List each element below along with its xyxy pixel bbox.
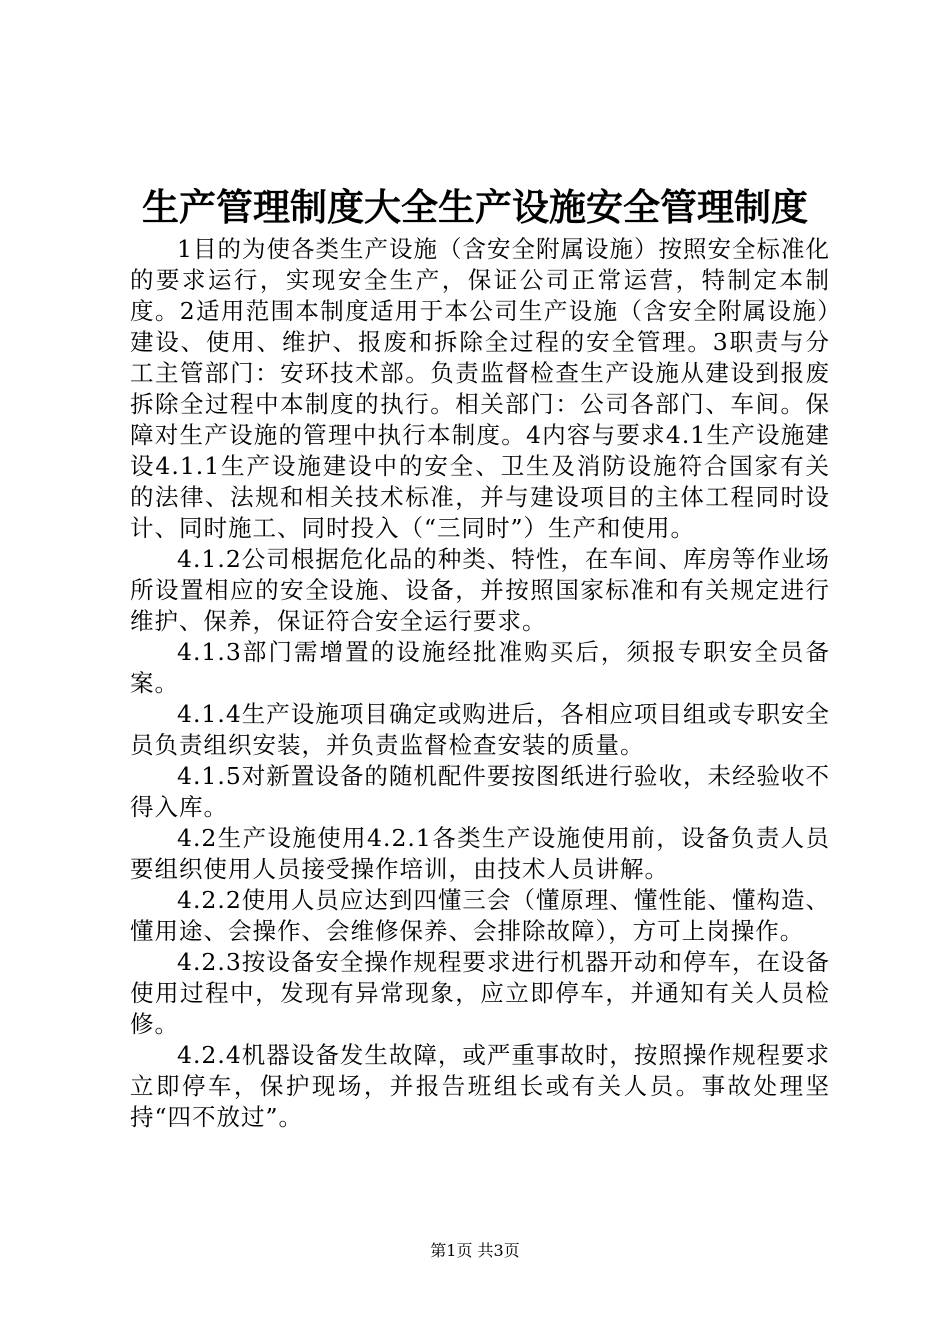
paragraph-1: 1目的为使各类生产设施（含安全附属设施）按照安全标准化的要求运行，实现安全生产，保证公司正常运营，特制定本制度。2适用范围本制度适用于本公司生产设施（含安全附属设施）建设、使用、维护、报废和拆除全过程的安全管理。3职责与分工主管部门：安环技术部。负责监督检查生产设施从建设到报废拆除全过程中本制度的执行。相关部门：公司各部门、车间。保障对生产设施的管理中执行本制度。4内容与要求4.1生产设施建设4.1.1生产设施建设中的安全、卫生及消防设施符合国家有关的法律、法规和相关技术标准，并与建设项目的主体工程同时设计、同时施工、同时投入（“三同时”）生产和使用。 — [130, 235, 830, 542]
page-footer: 第1页 共3页 — [430, 1241, 520, 1260]
paragraph-6: 4.2生产设施使用4.2.1各类生产设施使用前，设备负责人员要组织使用人员接受操作培训，由技术人员讲解。 — [130, 824, 830, 883]
paragraph-9: 4.2.4机器设备发生故障，或严重事故时，按照操作规程要求立即停车，保护现场，并报告班组长或有关人员。事故处理坚持“四不放过”。 — [130, 1041, 830, 1131]
paragraph-2: 4.1.2公司根据危化品的种类、特性，在车间、库房等作业场所设置相应的安全设施、设备，并按照国家标准和有关规定进行维护、保养，保证符合安全运行要求。 — [130, 545, 830, 635]
paragraph-3: 4.1.3部门需增置的设施经批准购买后，须报专职安全员备案。 — [130, 638, 830, 697]
paragraph-5: 4.1.5对新置设备的随机配件要按图纸进行验收，未经验收不得入库。 — [130, 762, 830, 821]
paragraph-8: 4.2.3按设备安全操作规程要求进行机器开动和停车，在设备使用过程中，发现有异常现象，应立即停车，并通知有关人员检修。 — [130, 948, 830, 1038]
paragraph-7: 4.2.2使用人员应达到四懂三会（懂原理、懂性能、懂构造、懂用途、会操作、会维修保养、会排除故障），方可上岗操作。 — [130, 886, 830, 945]
paragraph-4: 4.1.4生产设施项目确定或购进后，各相应项目组或专职安全员负责组织安装，并负责监督检查安装的质量。 — [130, 700, 830, 759]
document-title: 生产管理制度大全生产设施安全管理制度 — [142, 186, 808, 229]
document-body — [130, 234, 830, 1133]
